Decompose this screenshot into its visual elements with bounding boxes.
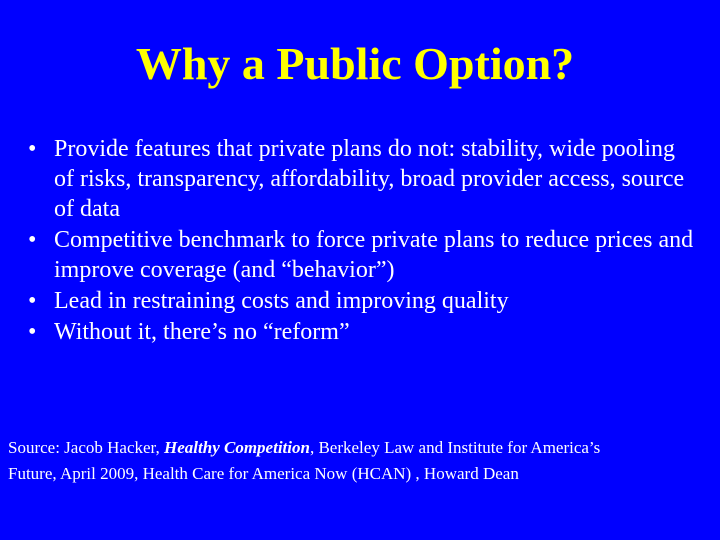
bullet-marker: • [28, 288, 37, 314]
source-line-1 [8, 435, 720, 461]
source-citation [8, 435, 720, 487]
bullet-text: Competitive benchmark to force private plans to reduce prices and improve coverage (and “behavior”) [54, 227, 694, 283]
bullet-item [28, 286, 698, 316]
source-line-2: Future, April 2009, Health Care for America Now (HCAN) , Howard Dean [8, 464, 519, 483]
source-line-1-suffix: , Berkeley Law and Institute for America’s [309, 438, 601, 457]
source-book-title: Healthy Competition [164, 438, 310, 457]
bullet-item [28, 225, 698, 285]
bullet-list [28, 134, 698, 348]
bullet-item [28, 134, 698, 224]
slide-title: Why a Public Option? [135, 38, 575, 89]
bullet-marker: • [28, 227, 37, 253]
bullet-item [28, 317, 698, 347]
source-prefix: Source: Jacob Hacker, [8, 438, 165, 457]
bullet-marker: • [28, 136, 37, 162]
bullet-marker: • [28, 319, 37, 345]
bullet-text: Without it, there’s no “reform” [54, 319, 350, 345]
bullet-text: Lead in restraining costs and improving quality [54, 288, 509, 314]
bullet-text: Provide features that private plans do not: stability, wide pooling of risks, transparency, affordability, broad provider access, source of data [54, 136, 685, 222]
